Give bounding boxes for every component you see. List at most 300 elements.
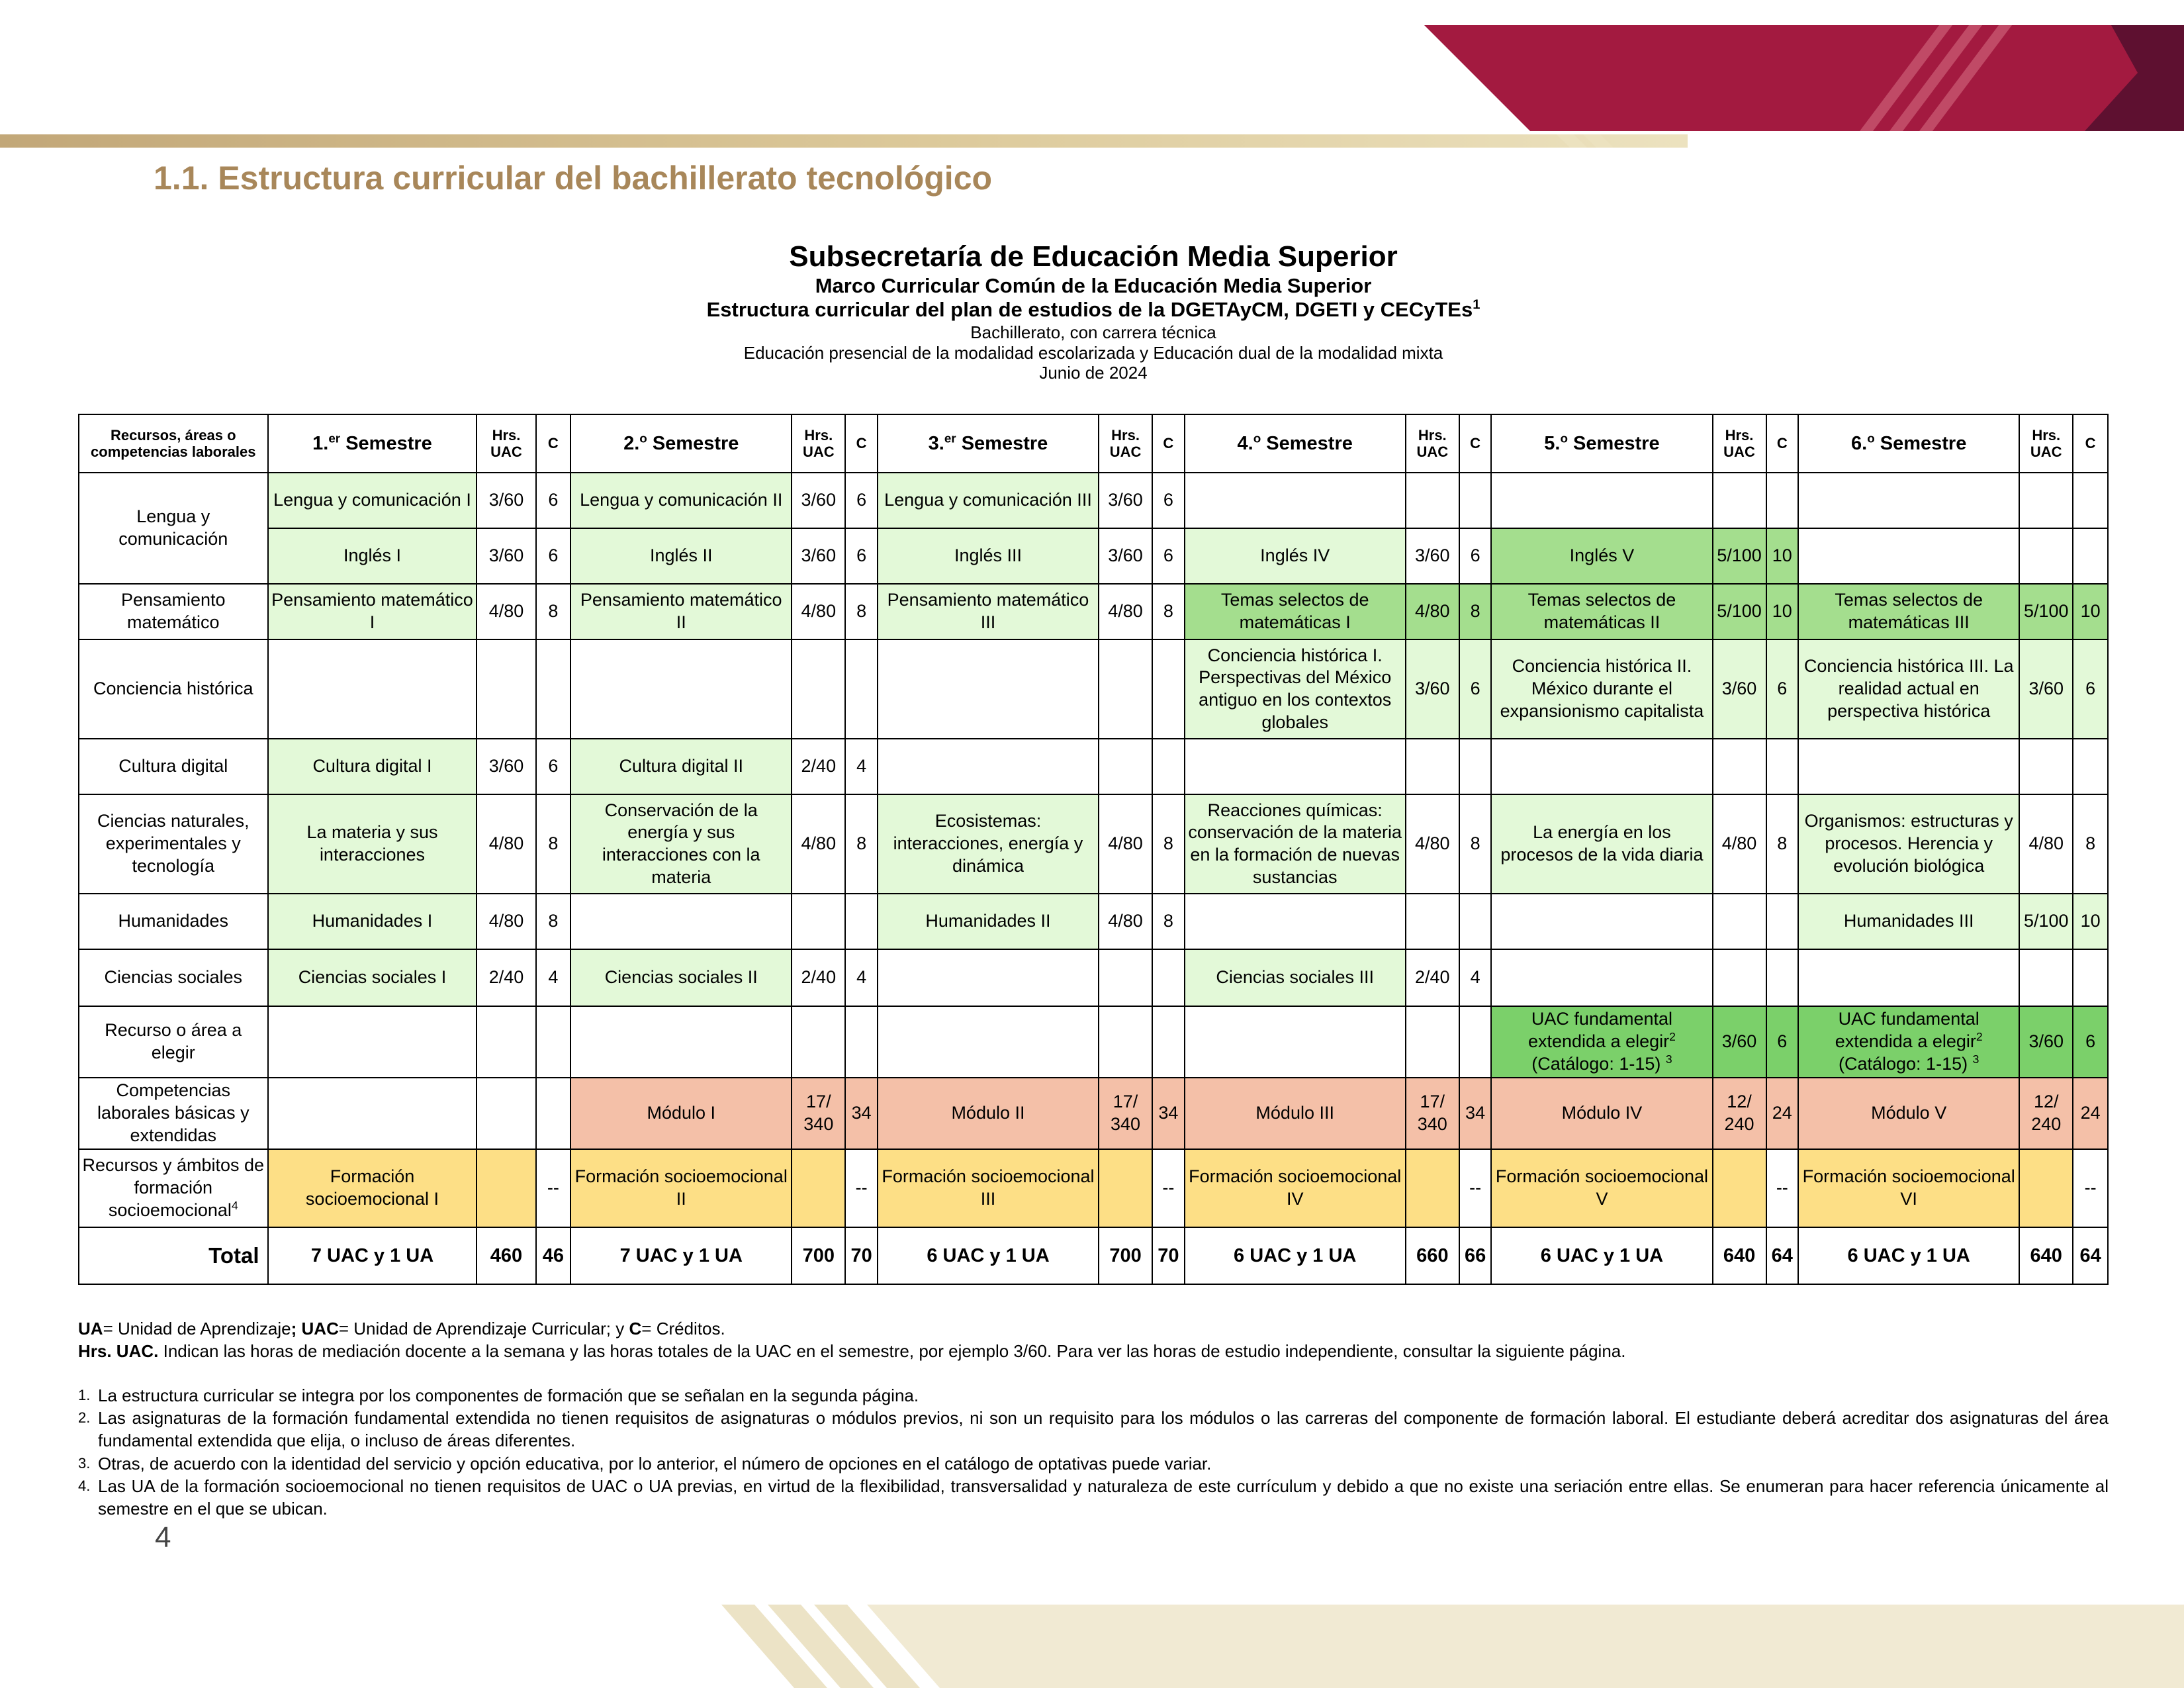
subject-cell: Lengua y comunicación I: [268, 473, 477, 528]
subject-cell: Pensamiento matemático III: [878, 584, 1099, 639]
area-label-socioemocional: [79, 1149, 268, 1227]
total-subjects: 6 UAC y 1 UA: [1491, 1227, 1712, 1284]
header-line-4: Bachillerato, con carrera técnica: [970, 322, 1216, 343]
footnote-marker: 2: [1669, 1030, 1676, 1044]
credits-cell: 4: [1459, 949, 1492, 1006]
subject-cell: Lengua y comunicación II: [570, 473, 792, 528]
credits-cell: 10: [2073, 894, 2108, 949]
empty-cell: [2019, 528, 2073, 584]
red-band: [1424, 25, 2184, 131]
semester-num: 3.: [928, 432, 944, 454]
empty-cell: [1798, 949, 2019, 1006]
subject-cell: Organismos: estructuras y procesos. Herencia y evolución biológica: [1798, 794, 2019, 894]
credits-cell: 24: [2073, 1078, 2108, 1149]
subject-cell: Inglés III: [878, 528, 1099, 584]
hrs-cell: 4/80: [792, 584, 845, 639]
table-row-recurso: [79, 1006, 2108, 1078]
subject-cell: Humanidades I: [268, 894, 477, 949]
semester-header-3: [878, 414, 1099, 473]
credits-cell: 4: [845, 739, 878, 794]
subject-cell: Formación socioemocional III: [878, 1149, 1099, 1227]
subject-name: UAC fundamental extendida a elegir: [1527, 1009, 1672, 1052]
empty-cell: [1099, 949, 1152, 1006]
empty-cell: [536, 639, 571, 739]
hrs-header: Hrs. UAC: [477, 414, 535, 473]
hrs-cell: 3/60: [1406, 639, 1459, 739]
total-credits: 46: [536, 1227, 571, 1284]
empty-cell: [1459, 894, 1492, 949]
semester-label: Semestre: [956, 432, 1048, 454]
empty-cell: [2073, 528, 2108, 584]
notes-section: [78, 1317, 2109, 1521]
credits-cell: 6: [1766, 1006, 1799, 1078]
footnote-number: 3.: [78, 1454, 91, 1472]
empty-cell: [1406, 894, 1459, 949]
empty-cell: [477, 1006, 535, 1078]
empty-cell: [1798, 528, 2019, 584]
empty-cell: [2073, 739, 2108, 794]
credits-cell: --: [2073, 1149, 2108, 1227]
subject-cell: Ciencias sociales II: [570, 949, 792, 1006]
total-subjects: 7 UAC y 1 UA: [268, 1227, 477, 1284]
hrs-cell: 4/80: [1099, 894, 1152, 949]
footer-band: [867, 1605, 2184, 1688]
credits-cell: 8: [845, 584, 878, 639]
empty-cell: [1152, 949, 1185, 1006]
footnote-marker: 3: [1665, 1052, 1672, 1066]
header-line-3: [78, 298, 2109, 322]
subject-cell: Formación socioemocional VI: [1798, 1149, 2019, 1227]
semester-sup: er: [328, 431, 341, 445]
empty-cell: [878, 1006, 1099, 1078]
hrs-cell: 4/80: [1713, 794, 1766, 894]
catalog-note: (Catálogo: 1-15): [1838, 1053, 1968, 1074]
empty-cell: [268, 639, 477, 739]
section-heading: 1.1. Estructura curricular del bachillerato tecnológico: [154, 160, 993, 197]
credits-cell: 4: [536, 949, 571, 1006]
empty-cell: [536, 1078, 571, 1149]
footnote-item: [78, 1384, 2109, 1407]
empty-cell: [1099, 1006, 1152, 1078]
hrs-cell: [1713, 1149, 1766, 1227]
total-hrs: 640: [2019, 1227, 2073, 1284]
subject-cell: Ciencias sociales III: [1185, 949, 1406, 1006]
hrs-cell: 5/100: [2019, 584, 2073, 639]
empty-cell: [1406, 473, 1459, 528]
footnote-item: [78, 1475, 2109, 1521]
footnote-text: Otras, de acuerdo con la identidad del servicio y opción educativa, por lo anterior, el número de opciones en el catálogo de optativas puede variar.: [98, 1453, 1212, 1474]
table-row-socioemocional: [79, 1149, 2108, 1227]
semester-header-6: [1798, 414, 2019, 473]
empty-cell: [1491, 739, 1712, 794]
footnote-text: Las asignaturas de la formación fundamental extendida no tienen requisitos de asignaturas o módulos previos, ni son un requisito para los módulos o las carreras del componente de formación laboral. El estudiante deberá acreditar dos asignaturas del área fundamental extendida que elija, o incluso de áreas diferentes.: [98, 1407, 2109, 1451]
subject-name: UAC fundamental extendida a elegir: [1835, 1009, 1979, 1052]
total-hrs: 460: [477, 1227, 535, 1284]
table-header-row: [79, 414, 2108, 473]
empty-cell: [1406, 1006, 1459, 1078]
hrs-cell: 3/60: [792, 473, 845, 528]
semester-num: 1.: [312, 432, 329, 454]
subject-cell: Temas selectos de matemáticas III: [1798, 584, 2019, 639]
footnote-number: 2.: [78, 1409, 91, 1426]
empty-cell: [2073, 949, 2108, 1006]
total-subjects: 6 UAC y 1 UA: [1185, 1227, 1406, 1284]
empty-cell: [878, 949, 1099, 1006]
empty-cell: [878, 639, 1099, 739]
empty-cell: [1766, 894, 1799, 949]
empty-cell: [792, 639, 845, 739]
credits-cell: 8: [536, 894, 571, 949]
table-row-humanidades: [79, 894, 2108, 949]
subject-cell: Pensamiento matemático I: [268, 584, 477, 639]
credits-cell: 6: [845, 528, 878, 584]
empty-cell: [1766, 949, 1799, 1006]
credits-cell: 8: [1459, 584, 1492, 639]
footnote-marker: 3: [1972, 1052, 1979, 1066]
area-label-conciencia: Conciencia histórica: [79, 639, 268, 739]
empty-cell: [1491, 949, 1712, 1006]
footnote-number: 1.: [78, 1386, 91, 1403]
footnote-marker: 2: [1976, 1030, 1983, 1044]
semester-sup: o: [1867, 431, 1875, 445]
semester-label: Semestre: [1567, 432, 1660, 454]
footnote-marker: 4: [231, 1198, 238, 1212]
c-header: C: [1152, 414, 1185, 473]
subject-cell: Pensamiento matemático II: [570, 584, 792, 639]
total-credits: 64: [2073, 1227, 2108, 1284]
hrs-cell: 4/80: [477, 794, 535, 894]
hrs-cell: [1406, 1149, 1459, 1227]
header-line-2: Marco Curricular Común de la Educación Media Superior: [815, 273, 1372, 297]
semester-sup: o: [1253, 431, 1261, 445]
header-line-6: Junio de 2024: [1039, 363, 1148, 383]
hrs-cell: 2/40: [477, 949, 535, 1006]
semester-header-1: [268, 414, 477, 473]
total-label: Total: [79, 1227, 268, 1284]
hrs-note-text: Indican las horas de mediación docente a la semana y las horas totales de la UAC en el semestre, por ejemplo 3/60. Para ver las horas de estudio independiente, consultar la siguiente página.: [163, 1341, 1626, 1362]
curriculum-table: [78, 414, 2109, 1285]
subject-cell: Módulo I: [570, 1078, 792, 1149]
total-subjects: 6 UAC y 1 UA: [1798, 1227, 2019, 1284]
area-label-lengua: Lengua y comunicación: [79, 473, 268, 584]
empty-cell: [2019, 473, 2073, 528]
hrs-cell: 4/80: [1406, 794, 1459, 894]
header-decoration: [0, 0, 2184, 159]
hrs-header: Hrs. UAC: [1099, 414, 1152, 473]
subject-cell: Inglés IV: [1185, 528, 1406, 584]
credits-cell: --: [1459, 1149, 1492, 1227]
empty-cell: [1185, 894, 1406, 949]
empty-cell: [268, 1078, 477, 1149]
hrs-cell: 3/60: [1713, 1006, 1766, 1078]
hrs-cell: 3/60: [2019, 1006, 2073, 1078]
empty-cell: [1713, 739, 1766, 794]
hrs-cell: 3/60: [1099, 473, 1152, 528]
table-row-lengua: [79, 473, 2108, 528]
empty-cell: [2073, 473, 2108, 528]
subject-cell: Módulo III: [1185, 1078, 1406, 1149]
subject-cell: [1798, 1006, 2019, 1078]
total-credits: 70: [1152, 1227, 1185, 1284]
subject-cell: Formación socioemocional IV: [1185, 1149, 1406, 1227]
empty-cell: [1491, 473, 1712, 528]
semester-num: 2.: [623, 432, 640, 454]
hrs-cell: 3/60: [1406, 528, 1459, 584]
credits-cell: 6: [1152, 473, 1185, 528]
hrs-header: Hrs. UAC: [2019, 414, 2073, 473]
empty-cell: [1459, 473, 1492, 528]
credits-cell: 6: [2073, 1006, 2108, 1078]
total-credits: 70: [845, 1227, 878, 1284]
table-row-ingles: [79, 528, 2108, 584]
credits-cell: --: [536, 1149, 571, 1227]
hrs-note: [78, 1340, 2109, 1362]
area-label-recurso: Recurso o área a elegir: [79, 1006, 268, 1078]
empty-cell: [570, 1006, 792, 1078]
empty-cell: [536, 1006, 571, 1078]
legend-ua: UA: [78, 1319, 103, 1338]
hrs-cell: 5/100: [1713, 528, 1766, 584]
credits-cell: 24: [1766, 1078, 1799, 1149]
hrs-note-label: Hrs. UAC.: [78, 1341, 159, 1362]
subject-cell: Formación socioemocional V: [1491, 1149, 1712, 1227]
total-hrs: 660: [1406, 1227, 1459, 1284]
credits-cell: 6: [845, 473, 878, 528]
subject-cell: Reacciones químicas: conservación de la materia en la formación de nuevas sustancias: [1185, 794, 1406, 894]
empty-cell: [1766, 739, 1799, 794]
credits-cell: 8: [1766, 794, 1799, 894]
hrs-cell: 4/80: [792, 794, 845, 894]
c-header: C: [845, 414, 878, 473]
hrs-cell: 4/80: [1099, 794, 1152, 894]
table-row-pensamiento: [79, 584, 2108, 639]
hrs-cell: [1099, 1149, 1152, 1227]
subject-cell: La energía en los procesos de la vida diaria: [1491, 794, 1712, 894]
total-hrs: 700: [792, 1227, 845, 1284]
hrs-cell: [792, 1149, 845, 1227]
subject-cell: La materia y sus interacciones: [268, 794, 477, 894]
table-row-ciencias-sociales: [79, 949, 2108, 1006]
hrs-header: Hrs. UAC: [792, 414, 845, 473]
hrs-cell: 12/ 240: [2019, 1078, 2073, 1149]
hrs-cell: [2019, 1149, 2073, 1227]
empty-cell: [1099, 639, 1152, 739]
page-number: 4: [155, 1521, 171, 1554]
subject-cell: Lengua y comunicación III: [878, 473, 1099, 528]
empty-cell: [570, 639, 792, 739]
area-label-humanidades: Humanidades: [79, 894, 268, 949]
total-subjects: 7 UAC y 1 UA: [570, 1227, 792, 1284]
header-line-1: Subsecretaría de Educación Media Superior: [789, 240, 1398, 273]
subject-cell: Temas selectos de matemáticas I: [1185, 584, 1406, 639]
subject-cell: [1491, 1006, 1712, 1078]
credits-cell: 8: [845, 794, 878, 894]
empty-cell: [1406, 739, 1459, 794]
legend-sep: ;: [291, 1319, 297, 1338]
hrs-cell: 17/ 340: [1099, 1078, 1152, 1149]
subject-cell: Conservación de la energía y sus interacciones con la materia: [570, 794, 792, 894]
subject-cell: Cultura digital I: [268, 739, 477, 794]
hrs-cell: 3/60: [477, 739, 535, 794]
table-row-total: [79, 1227, 2108, 1284]
credits-cell: 8: [1152, 794, 1185, 894]
legend-line: [78, 1317, 2109, 1340]
footnote-text: Las UA de la formación socioemocional no tienen requisitos de UAC o UA previas, en virtud de la flexibilidad, transversalidad y naturaleza de este currículum y debido a que no existe una seriación entre ellas. Se enumeran para hacer referencia únicamente al semestre en el que se ubican.: [98, 1476, 2109, 1519]
subject-cell: Conciencia histórica III. La realidad actual en perspectiva histórica: [1798, 639, 2019, 739]
credits-cell: 8: [1459, 794, 1492, 894]
empty-cell: [1099, 739, 1152, 794]
subject-cell: Inglés II: [570, 528, 792, 584]
hrs-cell: [477, 1149, 535, 1227]
empty-cell: [1713, 473, 1766, 528]
empty-cell: [2019, 739, 2073, 794]
credits-cell: 34: [1459, 1078, 1492, 1149]
footnote-number: 4.: [78, 1477, 91, 1494]
total-subjects: 6 UAC y 1 UA: [878, 1227, 1099, 1284]
hrs-cell: 5/100: [1713, 584, 1766, 639]
subject-cell: Inglés V: [1491, 528, 1712, 584]
semester-sup: o: [1560, 431, 1568, 445]
credits-cell: 6: [1766, 639, 1799, 739]
c-header: C: [1459, 414, 1492, 473]
hrs-header: Hrs. UAC: [1713, 414, 1766, 473]
c-header: C: [2073, 414, 2108, 473]
area-label-ciencias-sociales: Ciencias sociales: [79, 949, 268, 1006]
subject-cell: Inglés I: [268, 528, 477, 584]
credits-cell: 6: [536, 473, 571, 528]
empty-cell: [477, 639, 535, 739]
credits-cell: 4: [845, 949, 878, 1006]
hrs-cell: 3/60: [792, 528, 845, 584]
empty-cell: [1713, 949, 1766, 1006]
semester-label: Semestre: [1261, 432, 1353, 454]
legend-uac-def: = Unidad de Aprendizaje Curricular; y: [338, 1319, 625, 1338]
area-label-text: Recursos y ámbitos de formación socioemocional: [82, 1155, 265, 1220]
footer-decoration: [0, 1595, 2184, 1688]
empty-cell: [845, 894, 878, 949]
hrs-cell: 4/80: [477, 894, 535, 949]
legend-c: C: [629, 1319, 642, 1338]
table-row-conciencia: [79, 639, 2108, 739]
legend-c-def: = Créditos.: [641, 1319, 725, 1338]
hrs-cell: 4/80: [1406, 584, 1459, 639]
empty-cell: [1459, 1006, 1492, 1078]
hrs-cell: 3/60: [2019, 639, 2073, 739]
empty-cell: [1459, 739, 1492, 794]
hrs-cell: 3/60: [1099, 528, 1152, 584]
credits-cell: 10: [2073, 584, 2108, 639]
credits-cell: 10: [1766, 584, 1799, 639]
gold-band: [0, 134, 1688, 148]
corner-header: Recursos, áreas o competencias laborales: [79, 414, 268, 473]
credits-cell: 6: [536, 739, 571, 794]
credits-cell: 8: [1152, 894, 1185, 949]
credits-cell: --: [1152, 1149, 1185, 1227]
empty-cell: [2019, 949, 2073, 1006]
semester-num: 6.: [1851, 432, 1868, 454]
credits-cell: 6: [1152, 528, 1185, 584]
empty-cell: [1152, 639, 1185, 739]
credits-cell: 34: [845, 1078, 878, 1149]
hrs-cell: 2/40: [792, 739, 845, 794]
area-label-competencias: Competencias laborales básicas y extendidas: [79, 1078, 268, 1149]
header-line-5: Educación presencial de la modalidad escolarizada y Educación dual de la modalidad mixta: [743, 342, 1443, 363]
semester-header-5: [1491, 414, 1712, 473]
empty-cell: [1713, 894, 1766, 949]
area-label-pensamiento: Pensamiento matemático: [79, 584, 268, 639]
subject-cell: Formación socioemocional II: [570, 1149, 792, 1227]
subject-cell: Ecosistemas: interacciones, energía y dinámica: [878, 794, 1099, 894]
credits-cell: 6: [1459, 639, 1492, 739]
hrs-cell: 17/ 340: [792, 1078, 845, 1149]
subject-cell: Formación socioemocional I: [268, 1149, 477, 1227]
empty-cell: [792, 1006, 845, 1078]
hrs-cell: 12/ 240: [1713, 1078, 1766, 1149]
empty-cell: [268, 1006, 477, 1078]
total-credits: 64: [1766, 1227, 1799, 1284]
credits-cell: 8: [536, 584, 571, 639]
subject-cell: Cultura digital II: [570, 739, 792, 794]
credits-cell: 8: [1152, 584, 1185, 639]
empty-cell: [1185, 473, 1406, 528]
credits-cell: 6: [2073, 639, 2108, 739]
hrs-header: Hrs. UAC: [1406, 414, 1459, 473]
empty-cell: [878, 739, 1099, 794]
credits-cell: 8: [2073, 794, 2108, 894]
empty-cell: [1152, 1006, 1185, 1078]
footnote-item: [78, 1407, 2109, 1452]
credits-cell: --: [845, 1149, 878, 1227]
semester-sup: o: [639, 431, 647, 445]
table-row-cultura: [79, 739, 2108, 794]
hrs-cell: 3/60: [1713, 639, 1766, 739]
credits-cell: 6: [536, 528, 571, 584]
semester-header-4: [1185, 414, 1406, 473]
table-row-ciencias-naturales: [79, 794, 2108, 894]
empty-cell: [1185, 739, 1406, 794]
c-header: C: [536, 414, 571, 473]
empty-cell: [1491, 894, 1712, 949]
semester-label: Semestre: [647, 432, 739, 454]
subject-cell: Ciencias sociales I: [268, 949, 477, 1006]
empty-cell: [477, 1078, 535, 1149]
empty-cell: [845, 639, 878, 739]
footnote-text: La estructura curricular se integra por los componentes de formación que se señalan en la segunda página.: [98, 1385, 919, 1405]
semester-label: Semestre: [340, 432, 432, 454]
subject-cell: Módulo II: [878, 1078, 1099, 1149]
total-hrs: 640: [1713, 1227, 1766, 1284]
c-header: C: [1766, 414, 1799, 473]
hrs-cell: 2/40: [1406, 949, 1459, 1006]
legend-ua-def: = Unidad de Aprendizaje: [103, 1319, 291, 1338]
credits-cell: --: [1766, 1149, 1799, 1227]
catalog-note: (Catálogo: 1-15): [1531, 1053, 1661, 1074]
subject-cell: Módulo V: [1798, 1078, 2019, 1149]
empty-cell: [845, 1006, 878, 1078]
credits-cell: 10: [1766, 528, 1799, 584]
empty-cell: [570, 894, 792, 949]
empty-cell: [1798, 739, 2019, 794]
header-line-3-text: Estructura curricular del plan de estudios de la DGETAyCM, DGETI y CECyTEs: [706, 298, 1473, 322]
footnotes-list: [78, 1384, 2109, 1521]
hrs-cell: 5/100: [2019, 894, 2073, 949]
empty-cell: [792, 894, 845, 949]
subject-cell: Conciencia histórica I. Perspectivas del México antiguo en los contextos globales: [1185, 639, 1406, 739]
semester-header-2: [570, 414, 792, 473]
empty-cell: [1185, 1006, 1406, 1078]
footnote-item: [78, 1452, 2109, 1475]
semester-num: 5.: [1544, 432, 1561, 454]
